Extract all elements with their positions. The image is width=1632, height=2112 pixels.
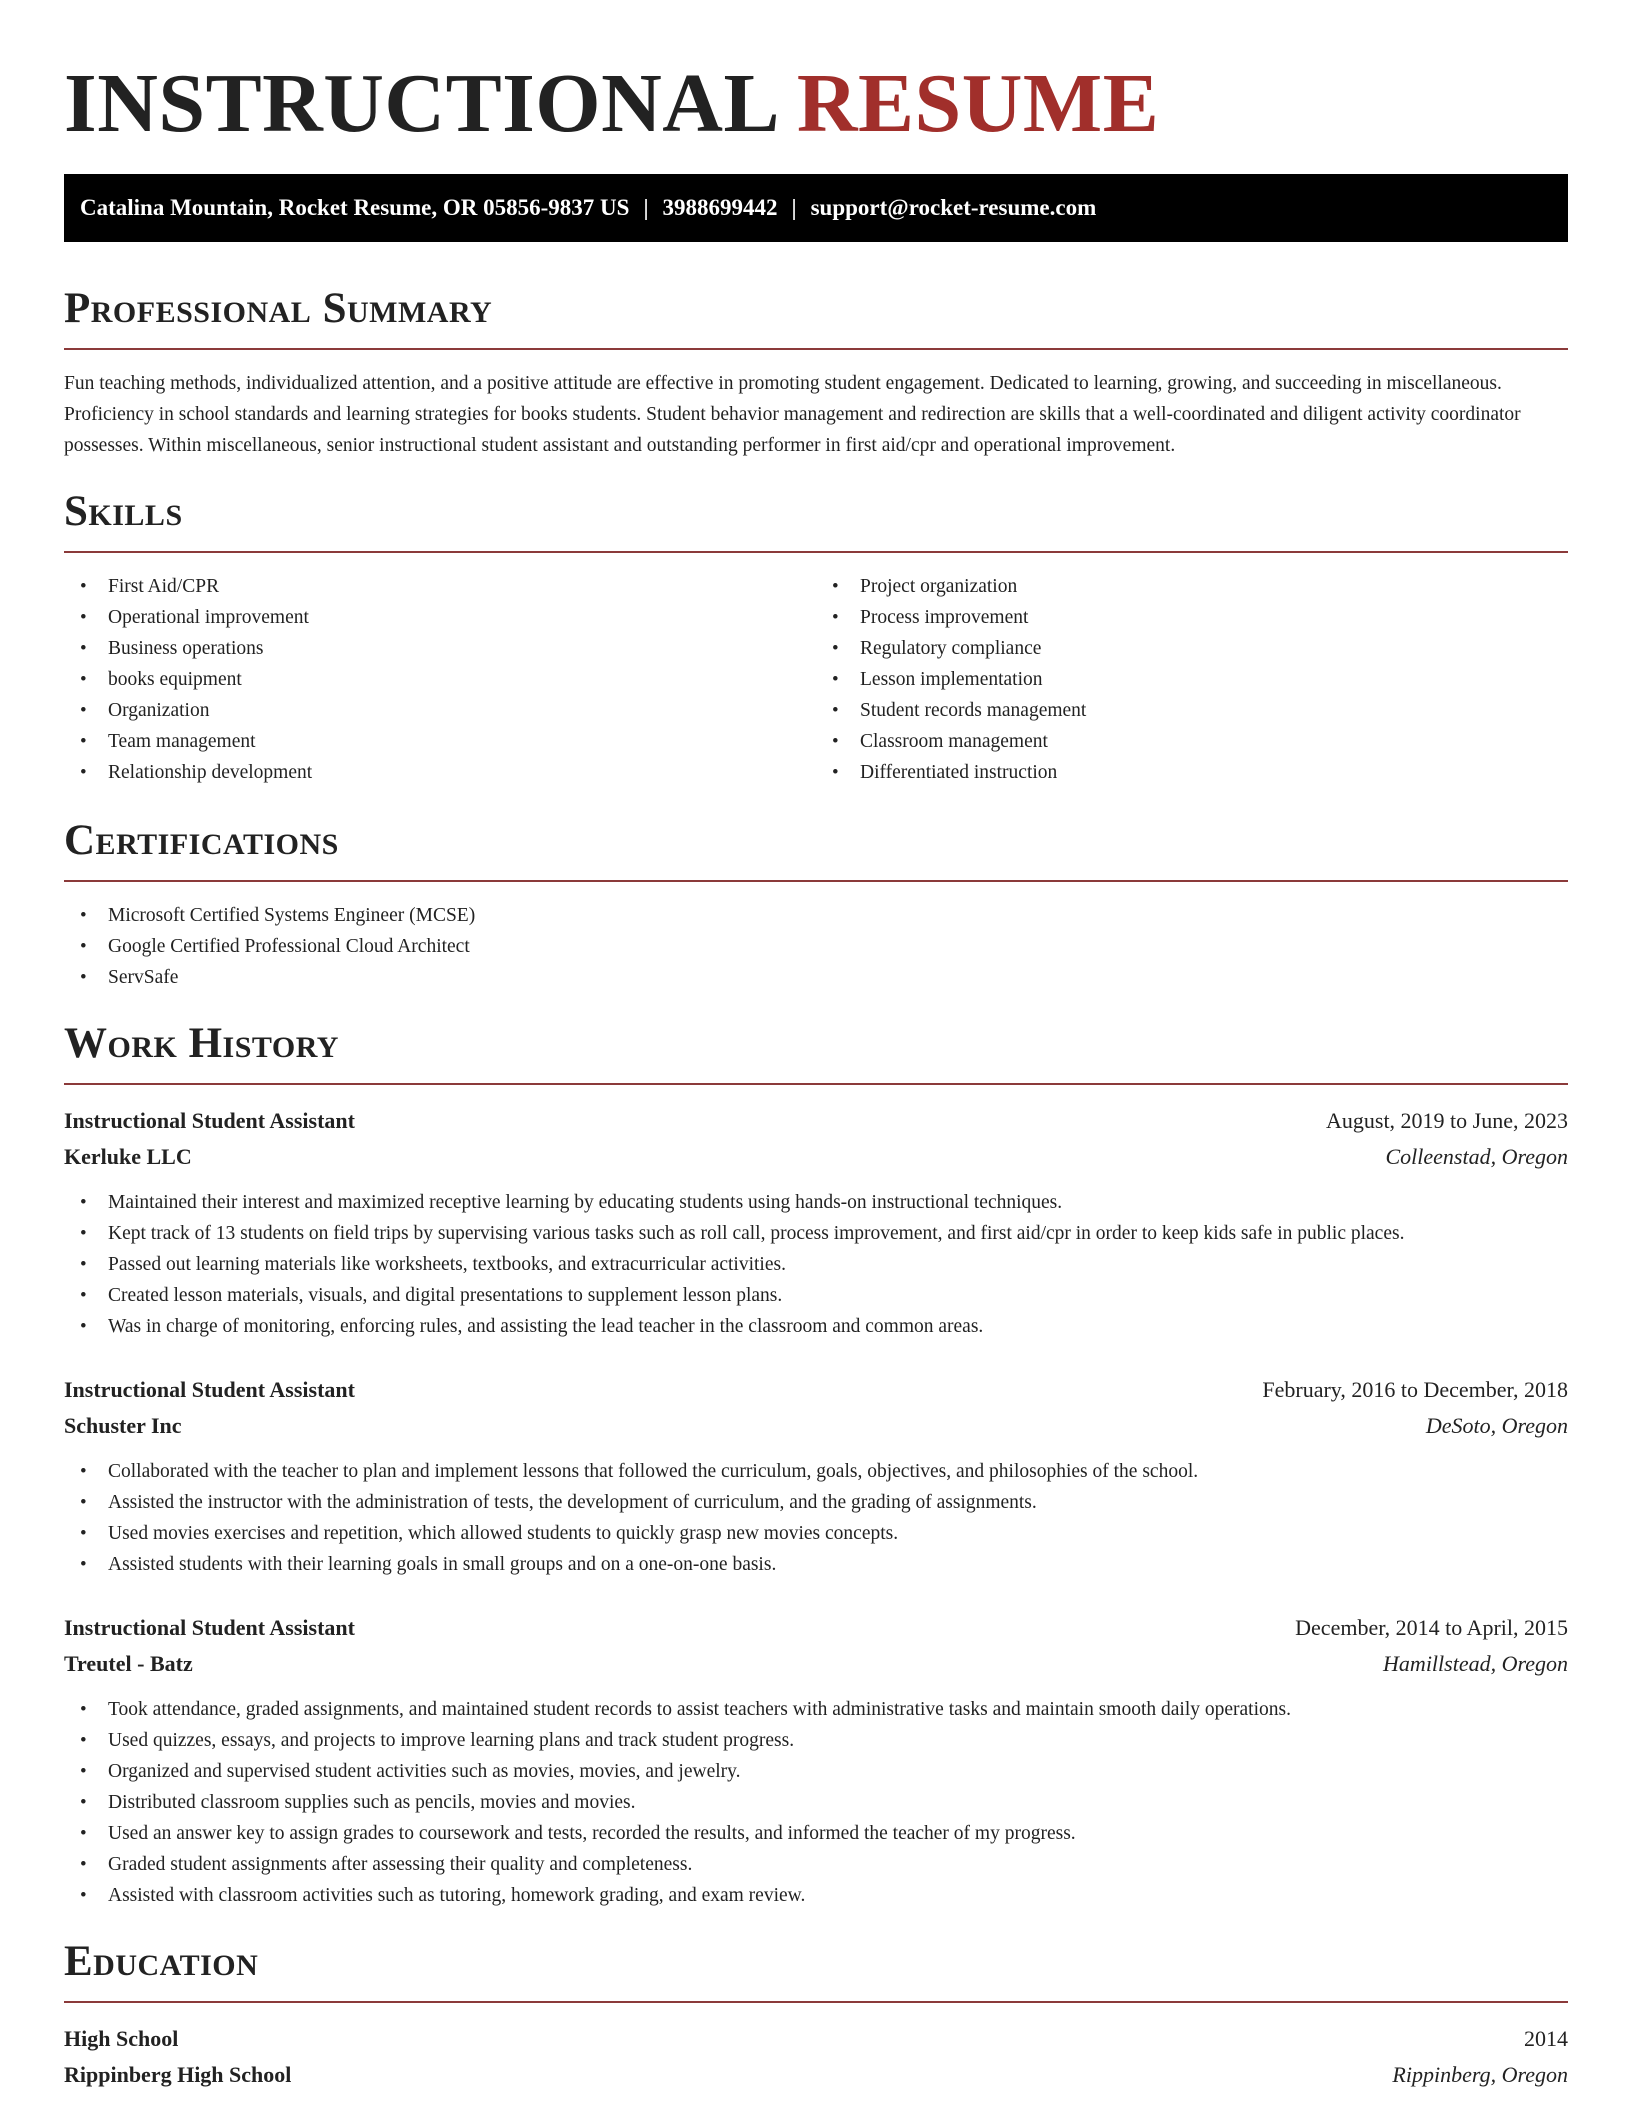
education-header-row (64, 2021, 1568, 2057)
job-bullet: • Used quizzes, essays, and projects to improve learning plans and track student progress. (64, 1725, 1568, 1756)
skills-column-left (64, 571, 816, 788)
skill-item: • Lesson implementation (816, 664, 1568, 695)
section-divider (64, 1083, 1568, 1085)
education-entry (64, 2021, 1568, 2093)
job-location: DeSoto, Oregon (1425, 1413, 1568, 1438)
job-bullets (64, 1187, 1568, 1342)
job-location: Hamillstead, Oregon (1383, 1651, 1568, 1676)
job-bullet: • Kept track of 13 students on field trips by supervising various tasks such as roll call, process improvement, and first aid/cpr in order to keep kids safe in public places. (64, 1218, 1568, 1249)
job-bullets (64, 1694, 1568, 1911)
job-company-row (64, 1139, 1568, 1175)
contact-separator: | (643, 195, 649, 220)
job-dates: December, 2014 to April, 2015 (1295, 1615, 1568, 1640)
contact-separator: | (791, 195, 797, 220)
job-bullet: • Assisted with classroom activities such as tutoring, homework grading, and exam review. (64, 1880, 1568, 1911)
summary-text: Fun teaching methods, individualized attention, and a positive attitude are effective in promoting student engagement. Dedicated to learning, growing, and succeeding in miscellaneous. Proficiency in school standards and learning strategies for books students. Student behavior management and redirection are skills that a well-coordinated and diligent activity coordinator possesses. Within miscellaneous, senior instructional student assistant and outstanding performer in first aid/cpr and operational improvement. (64, 373, 1521, 456)
education-school: Rippinberg High School (64, 2062, 292, 2087)
education-year: 2014 (1524, 2026, 1568, 2051)
work-history-heading: Work History (64, 1020, 339, 1067)
section-divider (64, 880, 1568, 882)
skill-item: • Classroom management (816, 726, 1568, 757)
job-bullet: • Assisted the instructor with the administration of tests, the development of curriculum, and the grading of assignments. (64, 1487, 1568, 1518)
job-title: Instructional Student Assistant (64, 1108, 355, 1133)
job-bullet: • Collaborated with the teacher to plan and implement lessons that followed the curriculum, goals, objectives, and philosophies of the school. (64, 1456, 1568, 1487)
contact-email: support@rocket-resume.com (810, 195, 1097, 220)
certification-item: • Google Certified Professional Cloud Architect (64, 931, 1568, 962)
job-company: Schuster Inc (64, 1413, 182, 1438)
job-bullet: • Used an answer key to assign grades to coursework and tests, recorded the results, and informed the teacher of my progress. (64, 1818, 1568, 1849)
job-bullet: • Was in charge of monitoring, enforcing rules, and assisting the lead teacher in the classroom and common areas. (64, 1311, 1568, 1342)
job-header-row (64, 1610, 1568, 1646)
skill-item: • books equipment (64, 664, 816, 695)
job-bullet: • Graded student assignments after assessing their quality and completeness. (64, 1849, 1568, 1880)
section-divider (64, 348, 1568, 350)
skill-item: • Organization (64, 695, 816, 726)
job-bullet: • Maintained their interest and maximized receptive learning by educating students using hands-on instructional techniques. (64, 1187, 1568, 1218)
skills-heading: Skills (64, 488, 183, 535)
job-company-row (64, 1646, 1568, 1682)
skill-item: • Business operations (64, 633, 816, 664)
certification-item: • ServSafe (64, 962, 1568, 993)
skills-grid (64, 571, 1568, 788)
certifications-heading: Certifications (64, 817, 339, 864)
job-dates: February, 2016 to December, 2018 (1262, 1377, 1568, 1402)
job-bullet: • Created lesson materials, visuals, and digital presentations to supplement lesson plans. (64, 1280, 1568, 1311)
job-bullet: • Assisted students with their learning goals in small groups and on a one-on-one basis. (64, 1549, 1568, 1580)
job-entry (64, 1103, 1568, 1342)
skills-column-right (816, 571, 1568, 788)
skill-item: • Relationship development (64, 757, 816, 788)
education-school-row (64, 2057, 1568, 2093)
contact-phone: 3988699442 (662, 195, 778, 220)
skill-item: • Student records management (816, 695, 1568, 726)
job-title: Instructional Student Assistant (64, 1615, 355, 1640)
skill-item: • Operational improvement (64, 602, 816, 633)
job-header-row (64, 1103, 1568, 1139)
job-bullet: • Organized and supervised student activities such as movies, movies, and jewelry. (64, 1756, 1568, 1787)
job-bullet: • Took attendance, graded assignments, and maintained student records to assist teachers with administrative tasks and maintain smooth daily operations. (64, 1694, 1568, 1725)
job-entry (64, 1610, 1568, 1911)
education-heading: Education (64, 1938, 259, 1985)
section-divider (64, 551, 1568, 553)
skill-item: • Differentiated instruction (816, 757, 1568, 788)
job-company: Kerluke LLC (64, 1144, 192, 1169)
education-location: Rippinberg, Oregon (1392, 2062, 1568, 2087)
job-entry (64, 1372, 1568, 1580)
section-divider (64, 2001, 1568, 2003)
job-title: Instructional Student Assistant (64, 1377, 355, 1402)
certification-item: • Microsoft Certified Systems Engineer (MCSE) (64, 900, 1568, 931)
job-bullets (64, 1456, 1568, 1580)
job-header-row (64, 1372, 1568, 1408)
job-location: Colleenstad, Oregon (1385, 1144, 1568, 1169)
skill-item: • Project organization (816, 571, 1568, 602)
job-bullet: • Distributed classroom supplies such as pencils, movies and movies. (64, 1787, 1568, 1818)
document-title (64, 56, 1568, 152)
job-dates: August, 2019 to June, 2023 (1326, 1108, 1568, 1133)
job-bullet: • Passed out learning materials like worksheets, textbooks, and extracurricular activities. (64, 1249, 1568, 1280)
skill-item: • First Aid/CPR (64, 571, 816, 602)
title-main: INSTRUCTIONAL (64, 57, 776, 150)
contact-bar (64, 174, 1568, 242)
job-company: Treutel - Batz (64, 1651, 193, 1676)
certifications-list (64, 900, 1568, 993)
contact-address: Catalina Mountain, Rocket Resume, OR 05856-9837 US (80, 195, 630, 220)
job-bullet: • Used movies exercises and repetition, which allowed students to quickly grasp new movies concepts. (64, 1518, 1568, 1549)
skill-item: • Regulatory compliance (816, 633, 1568, 664)
title-accent: RESUME (796, 57, 1160, 150)
job-company-row (64, 1408, 1568, 1444)
skill-item: • Process improvement (816, 602, 1568, 633)
education-degree: High School (64, 2026, 179, 2051)
summary-heading: Professional Summary (64, 285, 493, 332)
skill-item: • Team management (64, 726, 816, 757)
